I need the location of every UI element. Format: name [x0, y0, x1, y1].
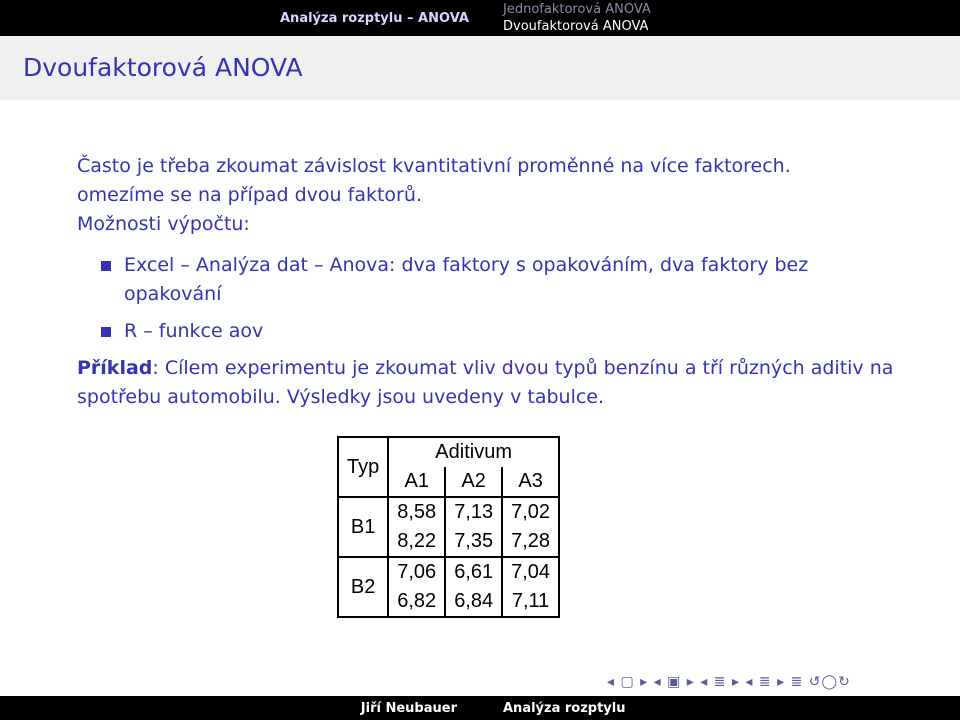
data-table: [337, 436, 560, 618]
table-cell: 6,61: [445, 557, 502, 587]
table-row: [338, 497, 559, 527]
table-cell: 7,35: [445, 527, 502, 557]
col-group-header: Aditivum: [388, 437, 559, 467]
table-cell: 7,13: [445, 497, 502, 527]
row-header-cell: Typ: [338, 437, 388, 497]
section-link[interactable]: Analýza rozptylu – ANOVA: [280, 10, 469, 26]
table-cell: 7,02: [502, 497, 559, 527]
subsection-link-prev[interactable]: Jednofaktorová ANOVA: [503, 2, 651, 17]
list-item: [77, 251, 897, 309]
col-header: A3: [502, 467, 559, 497]
nav-prev-frame-icon[interactable]: ◂ ▣ ▸: [653, 674, 695, 690]
col-header: A1: [388, 467, 445, 497]
table-row: [338, 557, 559, 587]
group-label: B2: [338, 557, 388, 617]
nav-prev-section-icon[interactable]: ◂ ≣ ▸: [745, 674, 786, 690]
group-label: B1: [338, 497, 388, 557]
nav-prev-slide-icon[interactable]: ◂ ▢ ▸: [607, 674, 649, 690]
example-paragraph: [77, 354, 897, 412]
table-cell: 8,58: [388, 497, 445, 527]
table-cell: 7,28: [502, 527, 559, 557]
bullet-list: [77, 251, 897, 346]
intro-line-3: Možnosti výpočtu:: [77, 213, 250, 235]
nav-menu-icon[interactable]: ≣: [790, 674, 804, 690]
table-cell: 6,82: [388, 587, 445, 617]
table-cell: 7,04: [502, 557, 559, 587]
list-item: [77, 317, 897, 346]
footer-short-title: Analýza rozptylu: [503, 700, 626, 716]
table-cell: 7,06: [388, 557, 445, 587]
footer-author: Jiří Neubauer: [360, 700, 457, 716]
intro-line-1: Často je třeba zkoumat závislost kvantitativní proměnné na více faktorech.: [77, 155, 791, 177]
bullet-text: Excel – Analýza dat – Anova: dva faktory s opakováním, dva faktory bez opakování: [124, 254, 809, 305]
nav-prev-subsection-icon[interactable]: ◂ ≣ ▸: [700, 674, 740, 690]
frame-title-bar: [0, 36, 960, 100]
nav-search-icon[interactable]: ↺◯↻: [808, 674, 851, 690]
intro-line-2: omezíme se na případ dvou faktorů.: [77, 184, 422, 206]
col-header: A2: [445, 467, 502, 497]
table-cell: 7,11: [502, 587, 559, 617]
square-bullet-icon: [101, 327, 111, 337]
footer-bar: [0, 696, 960, 720]
bullet-text: R – funkce aov: [124, 320, 264, 342]
subsection-nav: [481, 0, 960, 36]
slide-content: [77, 152, 897, 412]
frame-title: Dvoufaktorová ANOVA: [23, 53, 303, 82]
beamer-nav-symbols: [607, 674, 851, 690]
square-bullet-icon: [101, 261, 111, 271]
subsection-link-active[interactable]: Dvoufaktorová ANOVA: [503, 19, 649, 34]
example-text: : Cílem experimentu je zkoumat vliv dvou typů benzínu a tří různých aditiv na spotřebu automobilu. Výsledky jsou uvedeny v tabulce.: [77, 357, 894, 408]
table-cell: 8,22: [388, 527, 445, 557]
table-cell: 6,84: [445, 587, 502, 617]
header-bar: [0, 0, 960, 36]
example-label: Příklad: [77, 357, 153, 379]
